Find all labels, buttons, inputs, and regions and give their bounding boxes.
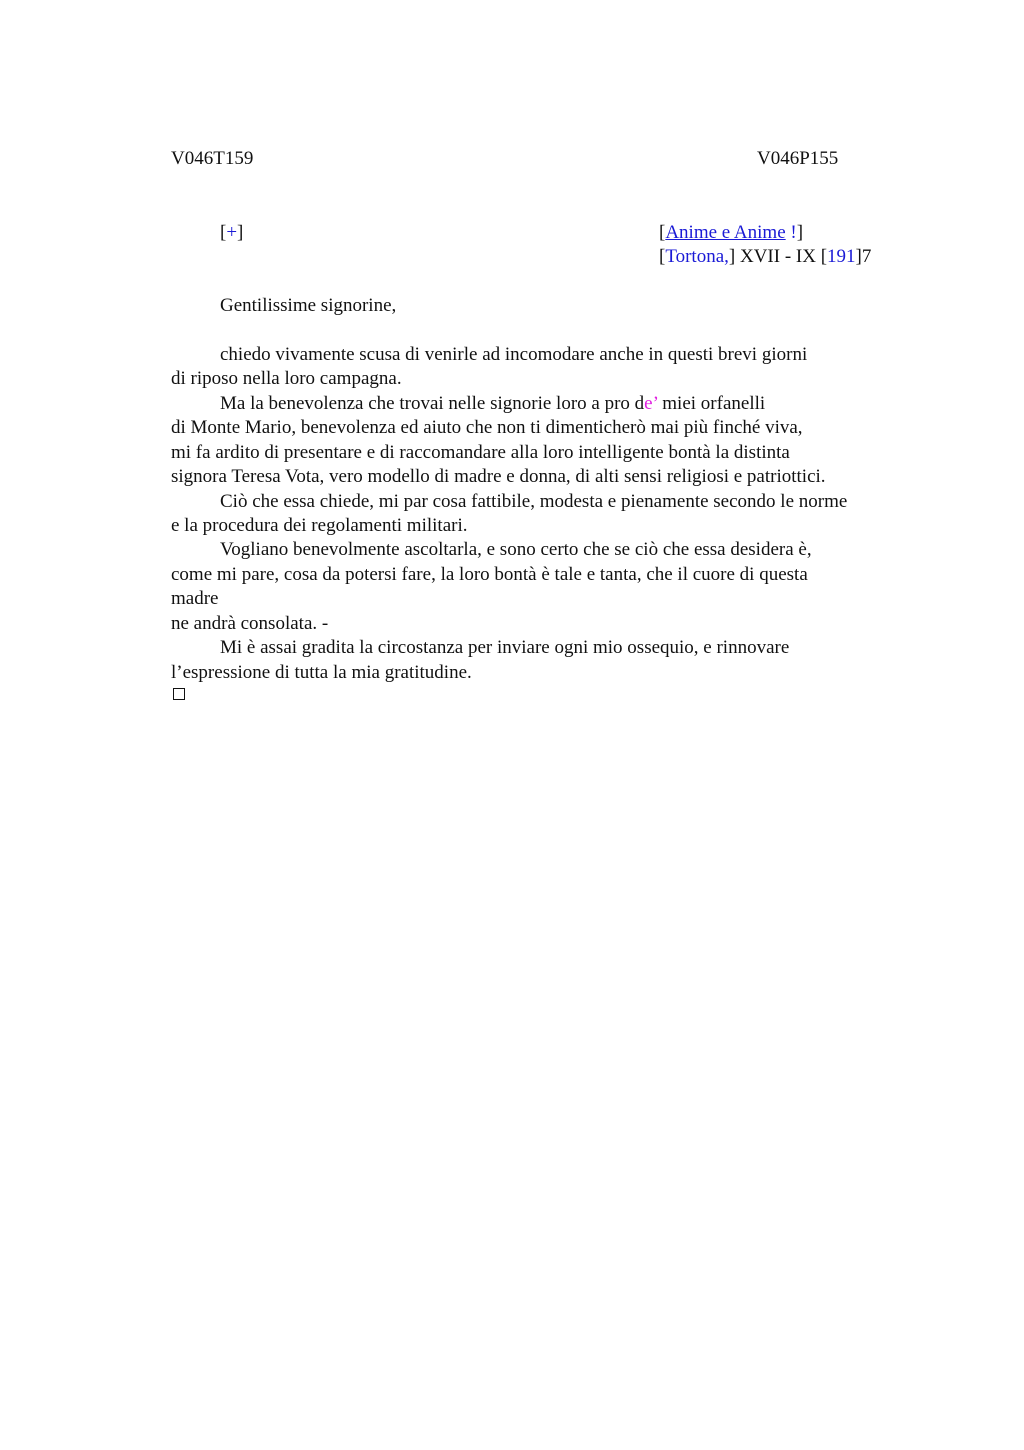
body-line: come mi pare, cosa da potersi fare, la loro bontà è tale e tanta, che il cuore di questa [171, 564, 808, 585]
body-line: madre [171, 588, 219, 609]
end-of-text-box-icon [173, 688, 185, 700]
date-text: ] XVII - IX [ [728, 246, 828, 267]
title-bracket-close: ] [796, 222, 804, 243]
title-link[interactable]: Anime e Anime [665, 222, 786, 243]
body-line: Ciò che essa chiede, mi par cosa fattibile, modesta e pienamente secondo le norme [220, 491, 848, 512]
body-line: e la procedura dei regolamenti militari. [171, 515, 468, 536]
body-line: l’espressione di tutta la mia gratitudine. [171, 662, 472, 683]
salutation: Gentilissime signorine, [220, 295, 397, 316]
body-line: mi fa ardito di presentare e di raccomandare alla loro intelligente bontà la distinta [171, 442, 790, 463]
place-bracket-open: [ [659, 246, 666, 267]
title-exclamation: ! [785, 222, 797, 243]
place-name: Tortona, [665, 246, 729, 267]
bracket-open: [ [220, 222, 227, 243]
body-line: ne andrà consolata. - [171, 613, 329, 634]
letter-title [659, 222, 803, 244]
expand-plus-link[interactable]: + [226, 222, 238, 243]
body-line: di Monte Mario, benevolenza ed aiuto che non ti dimenticherò mai più finché viva, [171, 417, 803, 438]
document-code-right: V046P155 [757, 148, 839, 169]
body-text: miei orfanelli [657, 393, 766, 414]
year-suffix: ]7 [855, 246, 872, 267]
body-line: Mi è assai gradita la circostanza per inviare ogni mio ossequio, e rinnovare [220, 637, 790, 658]
expand-marker [220, 222, 243, 244]
body-line: chiedo vivamente scusa di venirle ad incomodare anche in questi brevi giorni [220, 344, 808, 365]
body-line: Vogliano benevolmente ascoltarla, e sono certo che se ciò che essa desidera è, [220, 539, 812, 560]
bracket-close: ] [237, 222, 244, 243]
letter-place-date [659, 246, 871, 268]
document-code-left: V046T159 [171, 148, 254, 169]
editorial-mark: e’ [644, 393, 658, 414]
body-line [220, 392, 765, 416]
year-prefix: 191 [827, 246, 856, 267]
body-text: Ma la benevolenza che trovai nelle signorie loro a pro d [220, 393, 645, 414]
body-line: signora Teresa Vota, vero modello di madre e donna, di alti sensi religiosi e patriottici. [171, 466, 826, 487]
title-bracket-open: [ [659, 222, 666, 243]
body-line: di riposo nella loro campagna. [171, 368, 402, 389]
